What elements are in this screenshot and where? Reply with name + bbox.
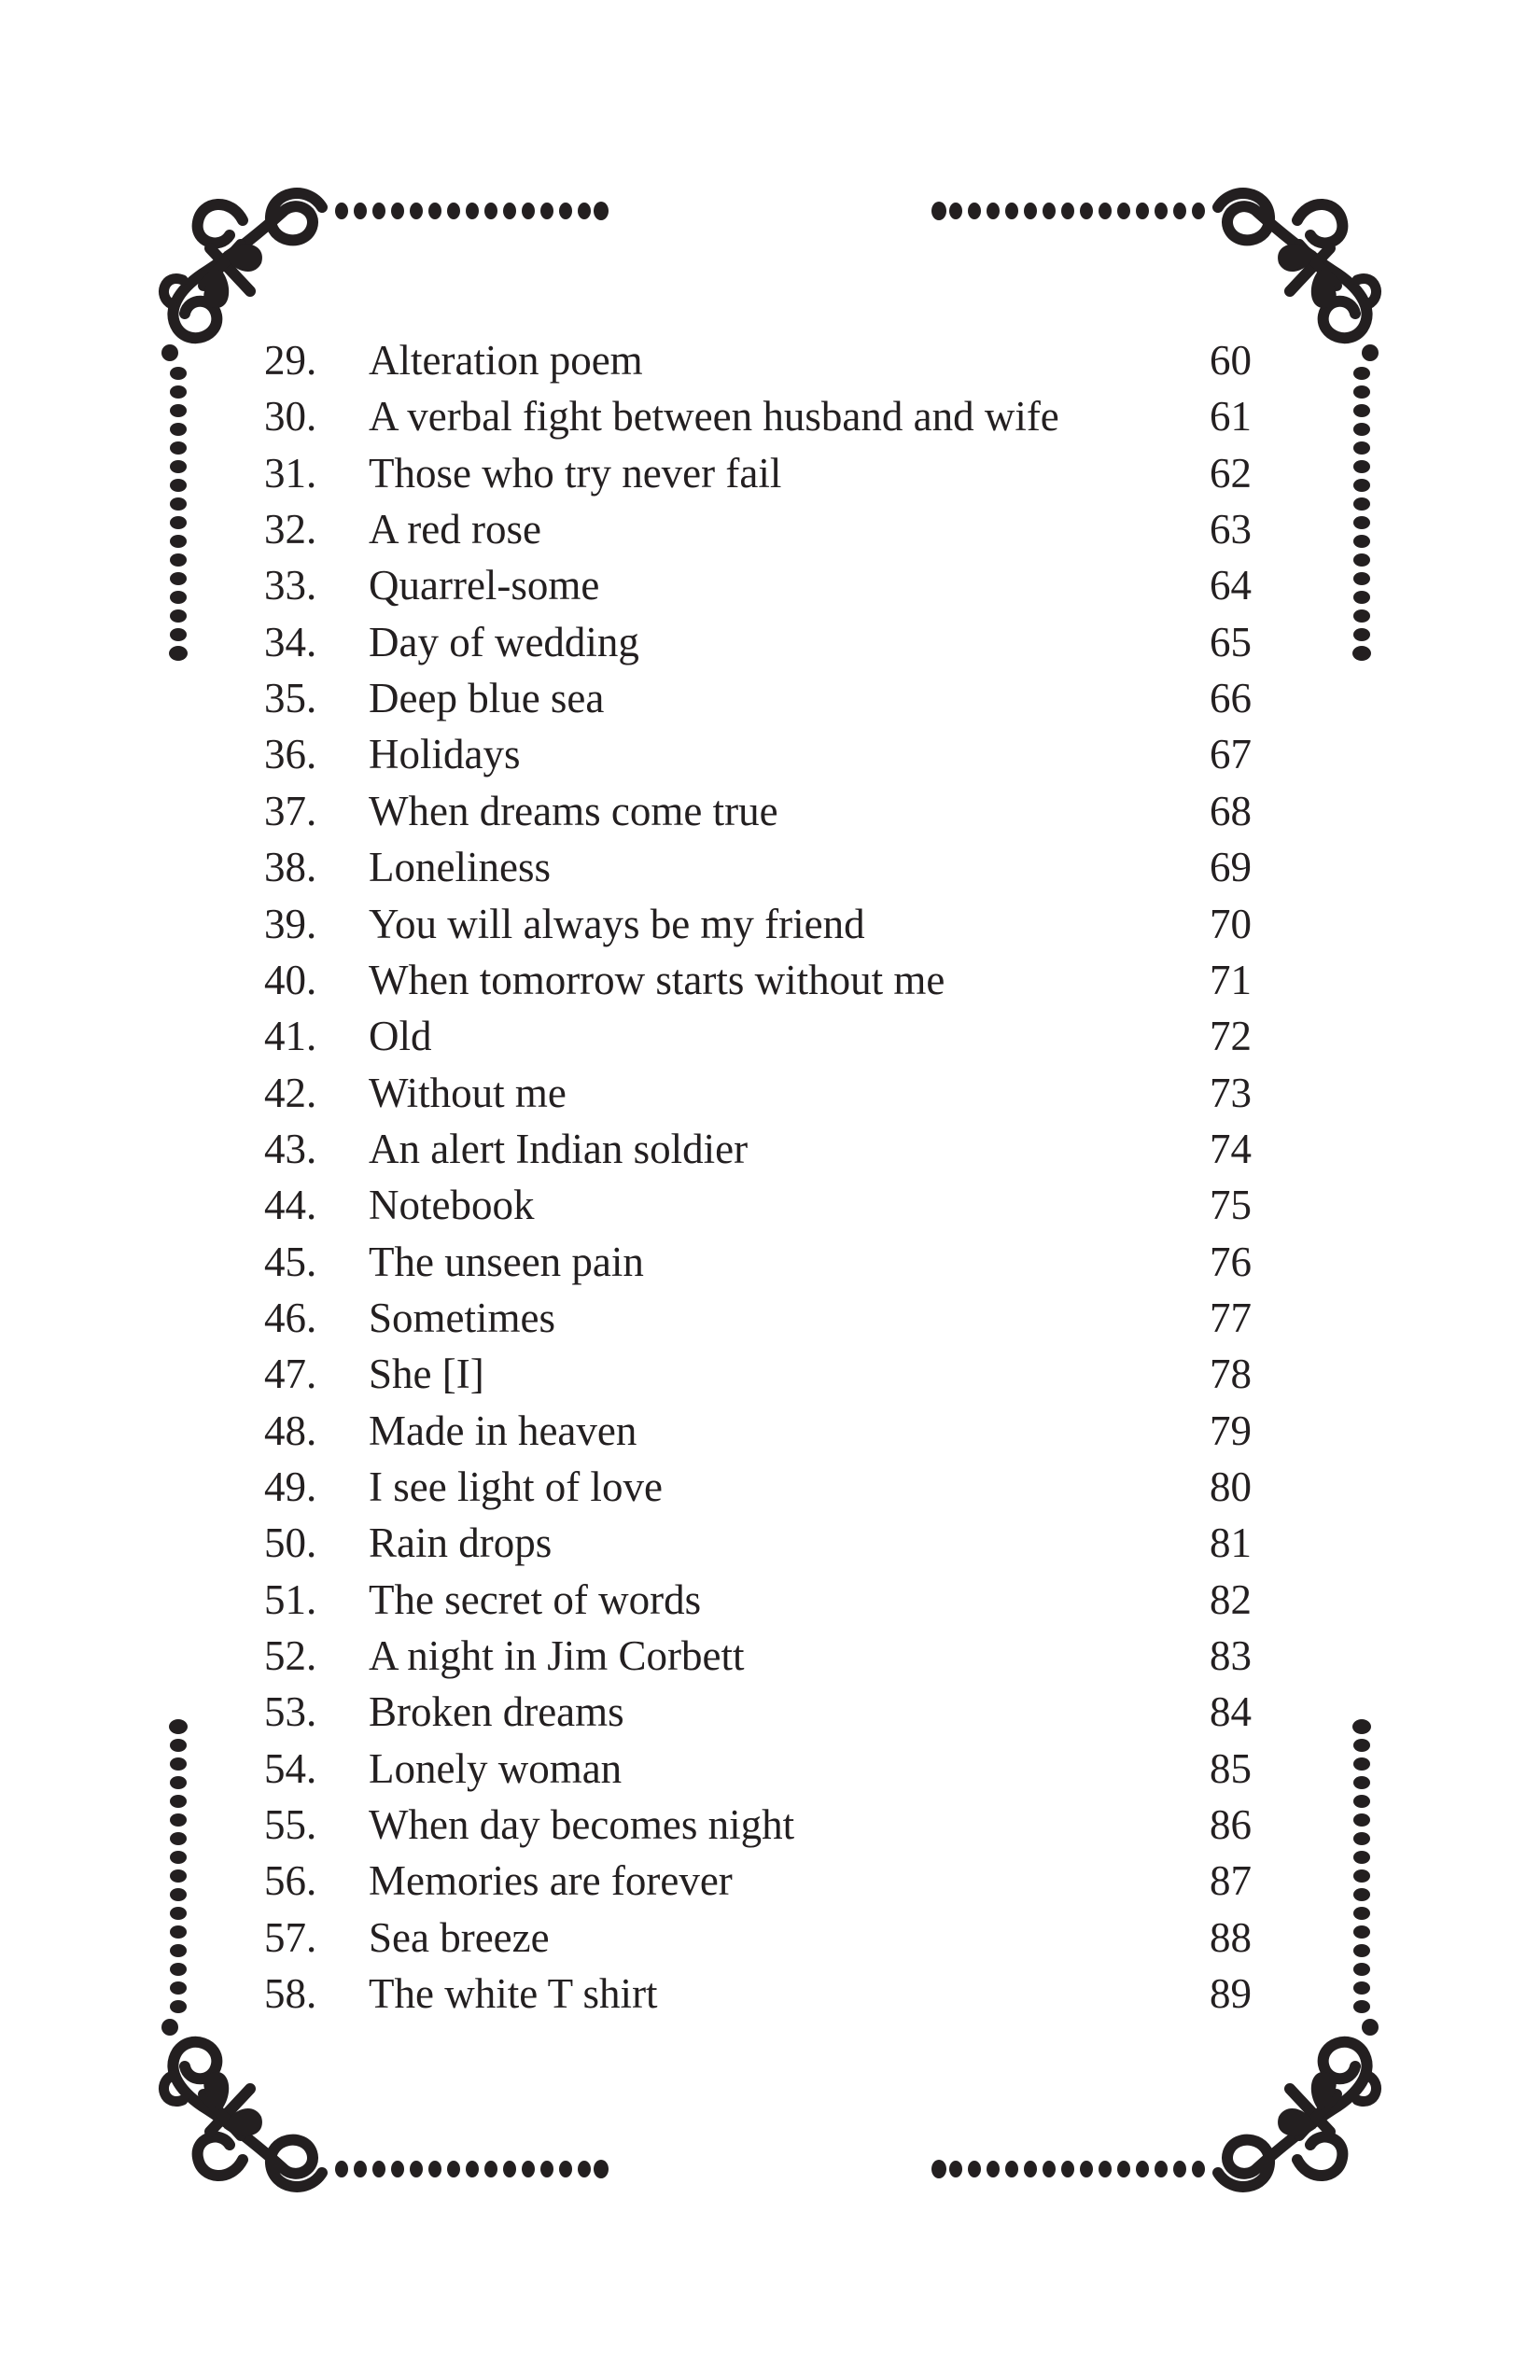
toc-entry [0, 783, 1540, 839]
toc-entry-number: 41. [264, 1013, 317, 1060]
toc-entry-page: 73 [1210, 1069, 1252, 1116]
toc-entry-page: 67 [1210, 731, 1252, 778]
toc-entry-number: 33. [264, 562, 317, 609]
toc-entry-page: 68 [1210, 787, 1252, 834]
toc-entry-page: 79 [1210, 1407, 1252, 1454]
toc-entry-title: You will always be my friend [369, 900, 865, 947]
toc-entry-title: Without me [369, 1069, 567, 1116]
toc-entry-page: 62 [1210, 449, 1252, 497]
toc-entry-title: Those who try never fail [369, 449, 782, 497]
toc-entry [0, 388, 1540, 444]
toc-entry-number: 32. [264, 506, 317, 553]
toc-entry-title: A night in Jim Corbett [369, 1632, 745, 1680]
toc-entry-title: Made in heaven [369, 1407, 637, 1454]
toc-entry [0, 614, 1540, 670]
toc-entry [0, 1628, 1540, 1684]
toc-entry-number: 45. [264, 1238, 317, 1285]
toc-entry-title: Old [369, 1013, 432, 1060]
toc-entry-title: When day becomes night [369, 1801, 795, 1849]
toc-entry [0, 670, 1540, 726]
toc-entry-number: 53. [264, 1688, 317, 1736]
toc-entry [0, 1684, 1540, 1740]
toc-entry-number: 34. [264, 618, 317, 665]
toc-entry [0, 557, 1540, 613]
toc-entry-title: Rain drops [369, 1519, 553, 1567]
toc-entry-number: 31. [264, 449, 317, 497]
toc-entry-title: A red rose [369, 506, 541, 553]
toc-entry-title: Sea breeze [369, 1913, 550, 1961]
toc-entry-number: 36. [264, 731, 317, 778]
toc-entry [0, 445, 1540, 501]
toc-entry-title: She [I] [369, 1351, 484, 1398]
toc-entry-page: 87 [1210, 1857, 1252, 1905]
toc-entry [0, 1459, 1540, 1515]
toc-entry-page: 60 [1210, 337, 1252, 384]
toc-entry-title: Sometimes [369, 1294, 555, 1341]
toc-entry-page: 65 [1210, 618, 1252, 665]
toc-entry [0, 1403, 1540, 1459]
toc-entry-title: Holidays [369, 731, 521, 778]
toc-entry-title: An alert Indian soldier [369, 1125, 749, 1172]
toc-entry [0, 1910, 1540, 1966]
toc-entry-page: 76 [1210, 1238, 1252, 1285]
toc-entry-title: Deep blue sea [369, 675, 605, 722]
toc-entry-page: 75 [1210, 1182, 1252, 1229]
toc-entry [0, 1853, 1540, 1909]
toc-entry-page: 80 [1210, 1463, 1252, 1510]
toc-entry [0, 1741, 1540, 1797]
toc-entry-number: 37. [264, 787, 317, 834]
toc-entry-title: Broken dreams [369, 1688, 624, 1736]
toc-entry-title: When tomorrow starts without me [369, 956, 945, 1003]
toc-entry [0, 1065, 1540, 1121]
toc-entry-title: Lonely woman [369, 1744, 623, 1792]
toc-entry-page: 88 [1210, 1913, 1252, 1961]
toc-entry-page: 85 [1210, 1744, 1252, 1792]
toc-entry-title: Quarrel-some [369, 562, 600, 609]
toc-entry [0, 1121, 1540, 1177]
toc-entry-number: 35. [264, 675, 317, 722]
toc-entry-page: 82 [1210, 1575, 1252, 1623]
toc-entry-number: 48. [264, 1407, 317, 1454]
toc-entry-page: 83 [1210, 1632, 1252, 1680]
toc-entry-title: A verbal fight between husband and wife [369, 393, 1059, 441]
toc-entry [0, 896, 1540, 952]
toc-entry [0, 839, 1540, 895]
toc-entry [0, 501, 1540, 557]
toc-entry-page: 61 [1210, 393, 1252, 441]
toc-entry-number: 54. [264, 1744, 317, 1792]
toc-entry-number: 49. [264, 1463, 317, 1510]
toc-entry-page: 69 [1210, 844, 1252, 891]
toc-entry-page: 63 [1210, 506, 1252, 553]
toc-entry-page: 74 [1210, 1125, 1252, 1172]
toc-entry-title: Day of wedding [369, 618, 639, 665]
toc-entry-title: When dreams come true [369, 787, 778, 834]
toc-entry-page: 89 [1210, 1970, 1252, 2018]
toc-entry-number: 58. [264, 1970, 317, 2018]
toc-entry-number: 55. [264, 1801, 317, 1849]
toc-entry-page: 72 [1210, 1013, 1252, 1060]
toc-entry-page: 71 [1210, 956, 1252, 1003]
toc-entry-title: Alteration poem [369, 337, 643, 384]
toc-entry-title: The unseen pain [369, 1238, 644, 1285]
toc-entry [0, 1346, 1540, 1402]
toc-entry-page: 77 [1210, 1294, 1252, 1341]
toc-entry-number: 43. [264, 1125, 317, 1172]
toc-entry-number: 47. [264, 1351, 317, 1398]
toc-entry-page: 81 [1210, 1519, 1252, 1567]
toc-entry-number: 50. [264, 1519, 317, 1567]
toc-entry-number: 29. [264, 337, 317, 384]
toc-entry-page: 84 [1210, 1688, 1252, 1736]
toc-entry [0, 1572, 1540, 1628]
toc-entry-title: Loneliness [369, 844, 551, 891]
toc-entry-number: 42. [264, 1069, 317, 1116]
toc-entry-title: I see light of love [369, 1463, 663, 1510]
toc-entry-number: 30. [264, 393, 317, 441]
toc-entry-title: Notebook [369, 1182, 535, 1229]
toc-entry-page: 70 [1210, 900, 1252, 947]
toc-entry-number: 40. [264, 956, 317, 1003]
toc-entry [0, 1966, 1540, 2022]
toc-entry-number: 52. [264, 1632, 317, 1680]
toc-entry-page: 78 [1210, 1351, 1252, 1398]
toc-entry-number: 39. [264, 900, 317, 947]
toc-entry-number: 51. [264, 1575, 317, 1623]
toc-entry-page: 66 [1210, 675, 1252, 722]
toc-entry-number: 44. [264, 1182, 317, 1229]
toc-entry-title: The white T shirt [369, 1970, 658, 2018]
toc-entry-number: 56. [264, 1857, 317, 1905]
toc-entry [0, 1797, 1540, 1853]
toc-entry-page: 86 [1210, 1801, 1252, 1849]
toc-entry [0, 1234, 1540, 1290]
toc-entry-number: 46. [264, 1294, 317, 1341]
toc-entry-page: 64 [1210, 562, 1252, 609]
toc-entry [0, 726, 1540, 782]
toc-entry [0, 1515, 1540, 1571]
toc-entry [0, 1290, 1540, 1346]
toc-entry-number: 38. [264, 844, 317, 891]
toc-entry [0, 1008, 1540, 1064]
toc-entry [0, 1177, 1540, 1233]
toc-entry-title: The secret of words [369, 1575, 702, 1623]
toc-entry-number: 57. [264, 1913, 317, 1961]
toc-entry-title: Memories are forever [369, 1857, 733, 1905]
toc-entry [0, 952, 1540, 1008]
toc-entry [0, 332, 1540, 388]
